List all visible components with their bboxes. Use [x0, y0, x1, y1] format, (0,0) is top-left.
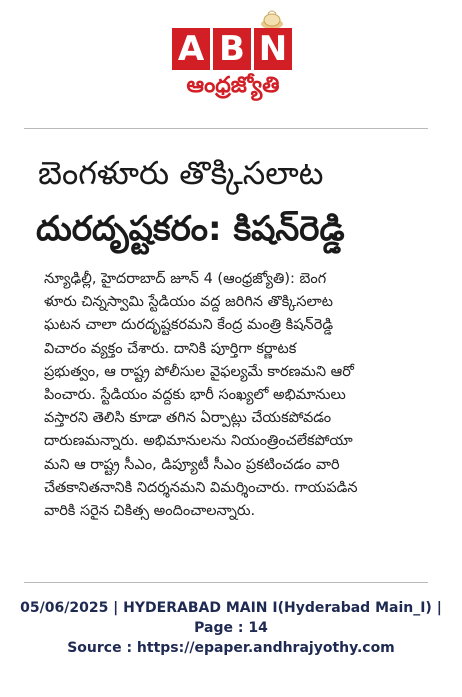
logo-letters: [172, 28, 292, 70]
logo-subtitle: ఆంధ్రజ్యోతి: [186, 73, 280, 98]
article-body-line: న్యూఢిల్లీ, హైదరాబాద్ జూన్ 4 (ఆంధ్రజ్యోతి): బెంగ: [44, 271, 327, 287]
logo-letter-n: N: [254, 28, 292, 70]
article-body-line: వారికి సరైన చికిత్స అందించాలన్నారు.: [44, 502, 256, 519]
footer-page: Page : 14: [194, 620, 268, 636]
article-body-line: ఘటన చాలా దురదృష్టకరమని కేంద్ర మంత్రి కిషన్‌రెడ్డి: [44, 317, 334, 334]
article-body-line: ళూరు చిన్నస్వామి స్టేడియం వద్ద జరిగిన తొక్కిసలాట: [44, 294, 333, 311]
logo-letter-b: B: [213, 28, 251, 70]
article-body-line: వస్తారని తెలిసి కూడా తగిన ఏర్పాట్లు చేయకపోవడం: [44, 410, 332, 427]
article-body-line: మని ఆ రాష్ట్ర సీఎం, డిప్యూటీ సీఎం ప్రకటించడం వారి: [44, 456, 340, 473]
article-body-line: పించారు. స్టేడియం వద్దకు భారీ సంఖ్యలో అభిమానులు: [44, 386, 346, 403]
article-body-line: విచారం వ్యక్తం చేశారు. దానికి పూర్తిగా కర్ణాటక: [44, 340, 297, 357]
article-body: [44, 268, 424, 523]
abn-andhrajyothy-logo: [172, 8, 296, 104]
article-body-line: ప్రభుత్వం, ఆ రాష్ట్ర పోలీసుల వైఫల్యమే కారణమని ఆరో: [44, 363, 354, 380]
source-footer: [0, 598, 462, 658]
article-body-line: దారుణమన్నారు. అభిమానులను నియంత్రించలేకపోయా: [44, 433, 353, 450]
article-body-line: చేతకానితనానికి నిదర్శనమని విమర్శించారు. గాయపడిన: [44, 479, 358, 496]
footer-source: Source : https://epaper.andhrajyothy.com: [67, 640, 395, 656]
coffee-cup-icon: [258, 8, 286, 30]
footer-date-edition: 05/06/2025 | HYDERABAD MAIN I(Hyderabad Main_I) |: [20, 600, 442, 616]
logo-letter-a: A: [172, 28, 210, 70]
top-divider: [24, 128, 428, 129]
bottom-divider: [24, 582, 428, 583]
article-subheadline: దురదృష్టకరం: కిషన్‌రెడ్డి: [36, 209, 345, 249]
article-headline: బెంగళూరు తొక్కిసలాట: [38, 154, 324, 192]
news-article: [28, 140, 428, 572]
